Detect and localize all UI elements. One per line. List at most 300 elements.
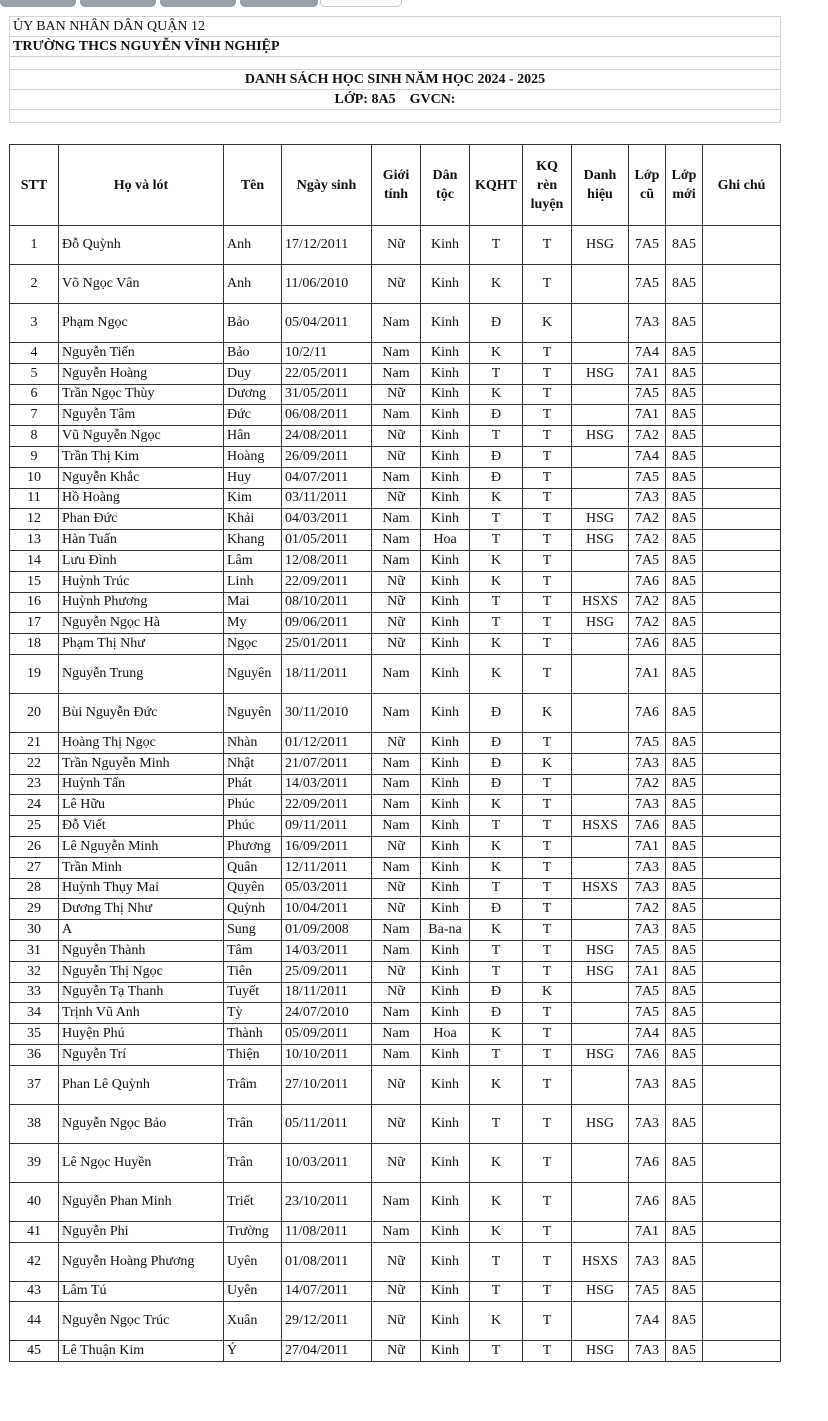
stt-cell[interactable]: 44 [10,1302,59,1341]
old-class-cell[interactable]: 7A3 [629,753,666,774]
ethnicity-cell[interactable]: Kinh [421,899,470,920]
name-cell[interactable]: Vũ Nguyễn Ngọc [59,426,224,447]
name-cell[interactable]: Huỳnh Trúc [59,571,224,592]
title-cell[interactable] [572,1003,629,1024]
ethnicity-cell[interactable]: Kinh [421,1143,470,1182]
stt-cell[interactable]: 17 [10,613,59,634]
stt-cell[interactable]: 10 [10,467,59,488]
old-class-cell[interactable]: 7A3 [629,795,666,816]
dob-cell[interactable]: 03/11/2011 [282,488,372,509]
new-class-cell[interactable]: 8A5 [666,446,703,467]
note-cell[interactable] [703,940,781,961]
academic-result-cell[interactable]: Đ [470,1003,523,1024]
stt-cell[interactable]: 4 [10,343,59,364]
academic-result-cell[interactable]: K [470,550,523,571]
conduct-result-cell[interactable]: T [523,1044,572,1065]
conduct-result-cell[interactable]: T [523,940,572,961]
conduct-result-cell[interactable]: T [523,467,572,488]
given-name-cell[interactable]: Uyên [224,1242,282,1281]
gender-cell[interactable]: Nữ [372,732,421,753]
note-cell[interactable] [703,961,781,982]
new-class-cell[interactable]: 8A5 [666,509,703,530]
note-cell[interactable] [703,899,781,920]
given-name-cell[interactable]: Bảo [224,304,282,343]
dob-cell[interactable]: 01/08/2011 [282,1242,372,1281]
name-cell[interactable]: Phạm Ngọc [59,304,224,343]
title-cell[interactable]: HSG [572,613,629,634]
ethnicity-cell[interactable]: Kinh [421,405,470,426]
new-class-cell[interactable]: 8A5 [666,836,703,857]
academic-result-cell[interactable]: Đ [470,446,523,467]
given-name-cell[interactable]: Trâm [224,1065,282,1104]
note-cell[interactable] [703,654,781,693]
conduct-result-cell[interactable]: T [523,613,572,634]
note-cell[interactable] [703,488,781,509]
old-class-cell[interactable]: 7A1 [629,961,666,982]
given-name-cell[interactable]: Đức [224,405,282,426]
stt-cell[interactable]: 9 [10,446,59,467]
note-cell[interactable] [703,1065,781,1104]
name-cell[interactable]: Nguyễn Hoàng [59,363,224,384]
old-class-cell[interactable]: 7A6 [629,1044,666,1065]
academic-result-cell[interactable]: T [470,1044,523,1065]
ethnicity-cell[interactable]: Kinh [421,654,470,693]
title-cell[interactable] [572,1024,629,1045]
conduct-result-cell[interactable]: T [523,816,572,837]
stt-cell[interactable]: 2 [10,265,59,304]
note-cell[interactable] [703,816,781,837]
note-cell[interactable] [703,363,781,384]
title-cell[interactable] [572,774,629,795]
ethnicity-cell[interactable]: Kinh [421,226,470,265]
conduct-result-cell[interactable]: T [523,1182,572,1221]
new-class-cell[interactable]: 8A5 [666,571,703,592]
name-cell[interactable]: Phan Lê Quỳnh [59,1065,224,1104]
name-cell[interactable]: Phan Đức [59,509,224,530]
gender-cell[interactable]: Nữ [372,634,421,655]
name-cell[interactable]: Lê Hữu [59,795,224,816]
name-cell[interactable]: Nguyễn Hoàng Phương [59,1242,224,1281]
given-name-cell[interactable]: Xuân [224,1302,282,1341]
academic-result-cell[interactable]: K [470,1221,523,1242]
gender-cell[interactable]: Nam [372,509,421,530]
note-cell[interactable] [703,265,781,304]
academic-result-cell[interactable]: K [470,634,523,655]
ethnicity-cell[interactable]: Kinh [421,878,470,899]
note-cell[interactable] [703,836,781,857]
conduct-result-cell[interactable]: T [523,899,572,920]
stt-cell[interactable]: 34 [10,1003,59,1024]
new-class-cell[interactable]: 8A5 [666,732,703,753]
academic-result-cell[interactable]: Đ [470,405,523,426]
dob-cell[interactable]: 25/01/2011 [282,634,372,655]
conduct-result-cell[interactable]: T [523,732,572,753]
stt-cell[interactable]: 30 [10,920,59,941]
given-name-cell[interactable]: Trân [224,1104,282,1143]
conduct-result-cell[interactable]: T [523,920,572,941]
old-class-cell[interactable]: 7A5 [629,940,666,961]
title-cell[interactable] [572,654,629,693]
gender-cell[interactable]: Nữ [372,878,421,899]
dob-cell[interactable]: 29/12/2011 [282,1302,372,1341]
academic-result-cell[interactable]: T [470,1104,523,1143]
given-name-cell[interactable]: Tâm [224,940,282,961]
new-class-cell[interactable]: 8A5 [666,467,703,488]
given-name-cell[interactable]: Hoàng [224,446,282,467]
dob-cell[interactable]: 22/09/2011 [282,795,372,816]
dob-cell[interactable]: 31/05/2011 [282,384,372,405]
ethnicity-cell[interactable]: Hoa [421,530,470,551]
note-cell[interactable] [703,384,781,405]
conduct-result-cell[interactable]: T [523,1024,572,1045]
name-cell[interactable]: Trịnh Vũ Anh [59,1003,224,1024]
stt-cell[interactable]: 16 [10,592,59,613]
dob-cell[interactable]: 04/03/2011 [282,509,372,530]
academic-result-cell[interactable]: Đ [470,753,523,774]
new-class-cell[interactable]: 8A5 [666,1341,703,1362]
ethnicity-cell[interactable]: Kinh [421,1281,470,1302]
name-cell[interactable]: Hoàng Thị Ngọc [59,732,224,753]
dob-cell[interactable]: 18/11/2011 [282,654,372,693]
ethnicity-cell[interactable]: Ba-na [421,920,470,941]
old-class-cell[interactable]: 7A3 [629,1341,666,1362]
stt-cell[interactable]: 31 [10,940,59,961]
gender-cell[interactable]: Nam [372,304,421,343]
new-class-cell[interactable]: 8A5 [666,592,703,613]
academic-result-cell[interactable]: K [470,836,523,857]
dob-cell[interactable]: 24/07/2010 [282,1003,372,1024]
stt-cell[interactable]: 7 [10,405,59,426]
title-cell[interactable]: HSXS [572,1242,629,1281]
dob-cell[interactable]: 25/09/2011 [282,961,372,982]
old-class-cell[interactable]: 7A4 [629,343,666,364]
title-cell[interactable] [572,920,629,941]
title-cell[interactable]: HSG [572,426,629,447]
name-cell[interactable]: Huyện Phú [59,1024,224,1045]
title-cell[interactable] [572,899,629,920]
note-cell[interactable] [703,1302,781,1341]
old-class-cell[interactable]: 7A6 [629,1143,666,1182]
note-cell[interactable] [703,550,781,571]
note-cell[interactable] [703,1281,781,1302]
dob-cell[interactable]: 11/06/2010 [282,265,372,304]
ethnicity-cell[interactable]: Kinh [421,982,470,1003]
stt-cell[interactable]: 39 [10,1143,59,1182]
stt-cell[interactable]: 29 [10,899,59,920]
given-name-cell[interactable]: Tỳ [224,1003,282,1024]
dob-cell[interactable]: 05/09/2011 [282,1024,372,1045]
title-cell[interactable] [572,1143,629,1182]
old-class-cell[interactable]: 7A5 [629,467,666,488]
note-cell[interactable] [703,693,781,732]
academic-result-cell[interactable]: Đ [470,693,523,732]
conduct-result-cell[interactable]: T [523,592,572,613]
name-cell[interactable]: Trần Thị Kim [59,446,224,467]
academic-result-cell[interactable]: T [470,878,523,899]
new-class-cell[interactable]: 8A5 [666,405,703,426]
new-class-cell[interactable]: 8A5 [666,363,703,384]
gender-cell[interactable]: Nam [372,774,421,795]
name-cell[interactable]: Trần Ngọc Thùy [59,384,224,405]
name-cell[interactable]: Bùi Nguyễn Đức [59,693,224,732]
gender-cell[interactable]: Nữ [372,836,421,857]
new-class-cell[interactable]: 8A5 [666,774,703,795]
title-cell[interactable] [572,634,629,655]
gender-cell[interactable]: Nam [372,550,421,571]
ethnicity-cell[interactable]: Kinh [421,732,470,753]
academic-result-cell[interactable]: K [470,1065,523,1104]
gender-cell[interactable]: Nam [372,816,421,837]
ethnicity-cell[interactable]: Kinh [421,1104,470,1143]
stt-cell[interactable]: 24 [10,795,59,816]
gender-cell[interactable]: Nữ [372,265,421,304]
title-cell[interactable] [572,384,629,405]
note-cell[interactable] [703,592,781,613]
academic-result-cell[interactable]: T [470,530,523,551]
stt-cell[interactable]: 14 [10,550,59,571]
note-cell[interactable] [703,405,781,426]
name-cell[interactable]: Lê Nguyễn Minh [59,836,224,857]
old-class-cell[interactable]: 7A1 [629,363,666,384]
academic-result-cell[interactable]: K [470,1302,523,1341]
note-cell[interactable] [703,1242,781,1281]
academic-result-cell[interactable]: T [470,592,523,613]
ethnicity-cell[interactable]: Kinh [421,363,470,384]
conduct-result-cell[interactable]: T [523,509,572,530]
gender-cell[interactable]: Nam [372,343,421,364]
title-cell[interactable] [572,857,629,878]
stt-cell[interactable]: 27 [10,857,59,878]
gender-cell[interactable]: Nữ [372,571,421,592]
given-name-cell[interactable]: Sung [224,920,282,941]
academic-result-cell[interactable]: T [470,226,523,265]
given-name-cell[interactable]: Khải [224,509,282,530]
gender-cell[interactable]: Nữ [372,488,421,509]
given-name-cell[interactable]: Thành [224,1024,282,1045]
dob-cell[interactable]: 01/05/2011 [282,530,372,551]
old-class-cell[interactable]: 7A2 [629,592,666,613]
conduct-result-cell[interactable]: T [523,634,572,655]
old-class-cell[interactable]: 7A5 [629,226,666,265]
ethnicity-cell[interactable]: Kinh [421,857,470,878]
name-cell[interactable]: Nguyễn Tâm [59,405,224,426]
ethnicity-cell[interactable]: Kinh [421,836,470,857]
dob-cell[interactable]: 18/11/2011 [282,982,372,1003]
sheet-tab-active[interactable] [320,0,402,7]
conduct-result-cell[interactable]: T [523,384,572,405]
dob-cell[interactable]: 10/2/11 [282,343,372,364]
title-cell[interactable]: HSG [572,1281,629,1302]
note-cell[interactable] [703,226,781,265]
stt-cell[interactable]: 6 [10,384,59,405]
name-cell[interactable]: Hồ Hoàng [59,488,224,509]
stt-cell[interactable]: 41 [10,1221,59,1242]
given-name-cell[interactable]: Anh [224,226,282,265]
stt-cell[interactable]: 25 [10,816,59,837]
sheet-tab[interactable] [0,0,76,7]
dob-cell[interactable]: 09/06/2011 [282,613,372,634]
title-cell[interactable] [572,836,629,857]
dob-cell[interactable]: 08/10/2011 [282,592,372,613]
given-name-cell[interactable]: Hân [224,426,282,447]
academic-result-cell[interactable]: K [470,1182,523,1221]
given-name-cell[interactable]: Phúc [224,795,282,816]
title-cell[interactable] [572,753,629,774]
gender-cell[interactable]: Nữ [372,1104,421,1143]
note-cell[interactable] [703,795,781,816]
ethnicity-cell[interactable]: Kinh [421,550,470,571]
old-class-cell[interactable]: 7A3 [629,878,666,899]
dob-cell[interactable]: 05/03/2011 [282,878,372,899]
academic-result-cell[interactable]: T [470,363,523,384]
academic-result-cell[interactable]: K [470,488,523,509]
old-class-cell[interactable]: 7A1 [629,405,666,426]
new-class-cell[interactable]: 8A5 [666,1024,703,1045]
old-class-cell[interactable]: 7A6 [629,693,666,732]
title-cell[interactable] [572,732,629,753]
name-cell[interactable]: Nguyễn Ngọc Hà [59,613,224,634]
title-cell[interactable]: HSG [572,940,629,961]
new-class-cell[interactable]: 8A5 [666,982,703,1003]
dob-cell[interactable]: 01/09/2008 [282,920,372,941]
new-class-cell[interactable]: 8A5 [666,1104,703,1143]
new-class-cell[interactable]: 8A5 [666,1143,703,1182]
title-cell[interactable] [572,343,629,364]
name-cell[interactable]: Dương Thị Như [59,899,224,920]
stt-cell[interactable]: 32 [10,961,59,982]
stt-cell[interactable]: 21 [10,732,59,753]
stt-cell[interactable]: 3 [10,304,59,343]
ethnicity-cell[interactable]: Kinh [421,509,470,530]
ethnicity-cell[interactable]: Kinh [421,774,470,795]
dob-cell[interactable]: 01/12/2011 [282,732,372,753]
given-name-cell[interactable]: Trường [224,1221,282,1242]
name-cell[interactable]: Huỳnh Phương [59,592,224,613]
old-class-cell[interactable]: 7A1 [629,654,666,693]
old-class-cell[interactable]: 7A2 [629,530,666,551]
dob-cell[interactable]: 23/10/2011 [282,1182,372,1221]
ethnicity-cell[interactable]: Kinh [421,467,470,488]
ethnicity-cell[interactable]: Kinh [421,1341,470,1362]
dob-cell[interactable]: 09/11/2011 [282,816,372,837]
note-cell[interactable] [703,446,781,467]
name-cell[interactable]: Hàn Tuấn [59,530,224,551]
note-cell[interactable] [703,878,781,899]
dob-cell[interactable]: 14/07/2011 [282,1281,372,1302]
old-class-cell[interactable]: 7A5 [629,982,666,1003]
gender-cell[interactable]: Nam [372,1044,421,1065]
gender-cell[interactable]: Nữ [372,1143,421,1182]
stt-cell[interactable]: 18 [10,634,59,655]
gender-cell[interactable]: Nữ [372,1242,421,1281]
dob-cell[interactable]: 27/04/2011 [282,1341,372,1362]
given-name-cell[interactable]: Nguyên [224,654,282,693]
conduct-result-cell[interactable]: T [523,961,572,982]
dob-cell[interactable]: 26/09/2011 [282,446,372,467]
title-cell[interactable]: HSXS [572,592,629,613]
name-cell[interactable]: Lưu Đình [59,550,224,571]
old-class-cell[interactable]: 7A3 [629,1065,666,1104]
given-name-cell[interactable]: Thiện [224,1044,282,1065]
conduct-result-cell[interactable]: T [523,795,572,816]
note-cell[interactable] [703,530,781,551]
academic-result-cell[interactable]: T [470,816,523,837]
conduct-result-cell[interactable]: T [523,571,572,592]
old-class-cell[interactable]: 7A5 [629,1281,666,1302]
gender-cell[interactable]: Nam [372,795,421,816]
title-cell[interactable] [572,1221,629,1242]
dob-cell[interactable]: 21/07/2011 [282,753,372,774]
new-class-cell[interactable]: 8A5 [666,1221,703,1242]
title-cell[interactable]: HSXS [572,878,629,899]
gender-cell[interactable]: Nữ [372,899,421,920]
ethnicity-cell[interactable]: Kinh [421,693,470,732]
title-cell[interactable] [572,550,629,571]
new-class-cell[interactable]: 8A5 [666,384,703,405]
old-class-cell[interactable]: 7A2 [629,509,666,530]
stt-cell[interactable]: 43 [10,1281,59,1302]
note-cell[interactable] [703,571,781,592]
old-class-cell[interactable]: 7A3 [629,920,666,941]
old-class-cell[interactable]: 7A3 [629,857,666,878]
title-cell[interactable]: HSG [572,363,629,384]
gender-cell[interactable]: Nam [372,920,421,941]
name-cell[interactable]: Trần Minh [59,857,224,878]
note-cell[interactable] [703,774,781,795]
gender-cell[interactable]: Nữ [372,1065,421,1104]
dob-cell[interactable]: 04/07/2011 [282,467,372,488]
ethnicity-cell[interactable]: Kinh [421,753,470,774]
given-name-cell[interactable]: Ngọc [224,634,282,655]
dob-cell[interactable]: 10/10/2011 [282,1044,372,1065]
gender-cell[interactable]: Nam [372,363,421,384]
conduct-result-cell[interactable]: T [523,857,572,878]
given-name-cell[interactable]: My [224,613,282,634]
new-class-cell[interactable]: 8A5 [666,899,703,920]
academic-result-cell[interactable]: T [470,1341,523,1362]
dob-cell[interactable]: 14/03/2011 [282,774,372,795]
title-cell[interactable]: HSG [572,530,629,551]
academic-result-cell[interactable]: K [470,571,523,592]
name-cell[interactable]: Phạm Thị Như [59,634,224,655]
academic-result-cell[interactable]: T [470,509,523,530]
new-class-cell[interactable]: 8A5 [666,654,703,693]
old-class-cell[interactable]: 7A6 [629,634,666,655]
name-cell[interactable]: Nguyễn Thành [59,940,224,961]
given-name-cell[interactable]: Nhàn [224,732,282,753]
gender-cell[interactable]: Nam [372,530,421,551]
new-class-cell[interactable]: 8A5 [666,1281,703,1302]
gender-cell[interactable]: Nữ [372,613,421,634]
title-cell[interactable]: HSXS [572,816,629,837]
stt-cell[interactable]: 23 [10,774,59,795]
given-name-cell[interactable]: Trân [224,1143,282,1182]
conduct-result-cell[interactable]: T [523,1242,572,1281]
ethnicity-cell[interactable]: Kinh [421,592,470,613]
conduct-result-cell[interactable]: T [523,226,572,265]
note-cell[interactable] [703,982,781,1003]
name-cell[interactable]: Huỳnh Tấn [59,774,224,795]
old-class-cell[interactable]: 7A2 [629,613,666,634]
stt-cell[interactable]: 1 [10,226,59,265]
given-name-cell[interactable]: Nguyên [224,693,282,732]
ethnicity-cell[interactable]: Kinh [421,816,470,837]
note-cell[interactable] [703,343,781,364]
title-cell[interactable] [572,488,629,509]
dob-cell[interactable]: 24/08/2011 [282,426,372,447]
ethnicity-cell[interactable]: Kinh [421,571,470,592]
stt-cell[interactable]: 38 [10,1104,59,1143]
